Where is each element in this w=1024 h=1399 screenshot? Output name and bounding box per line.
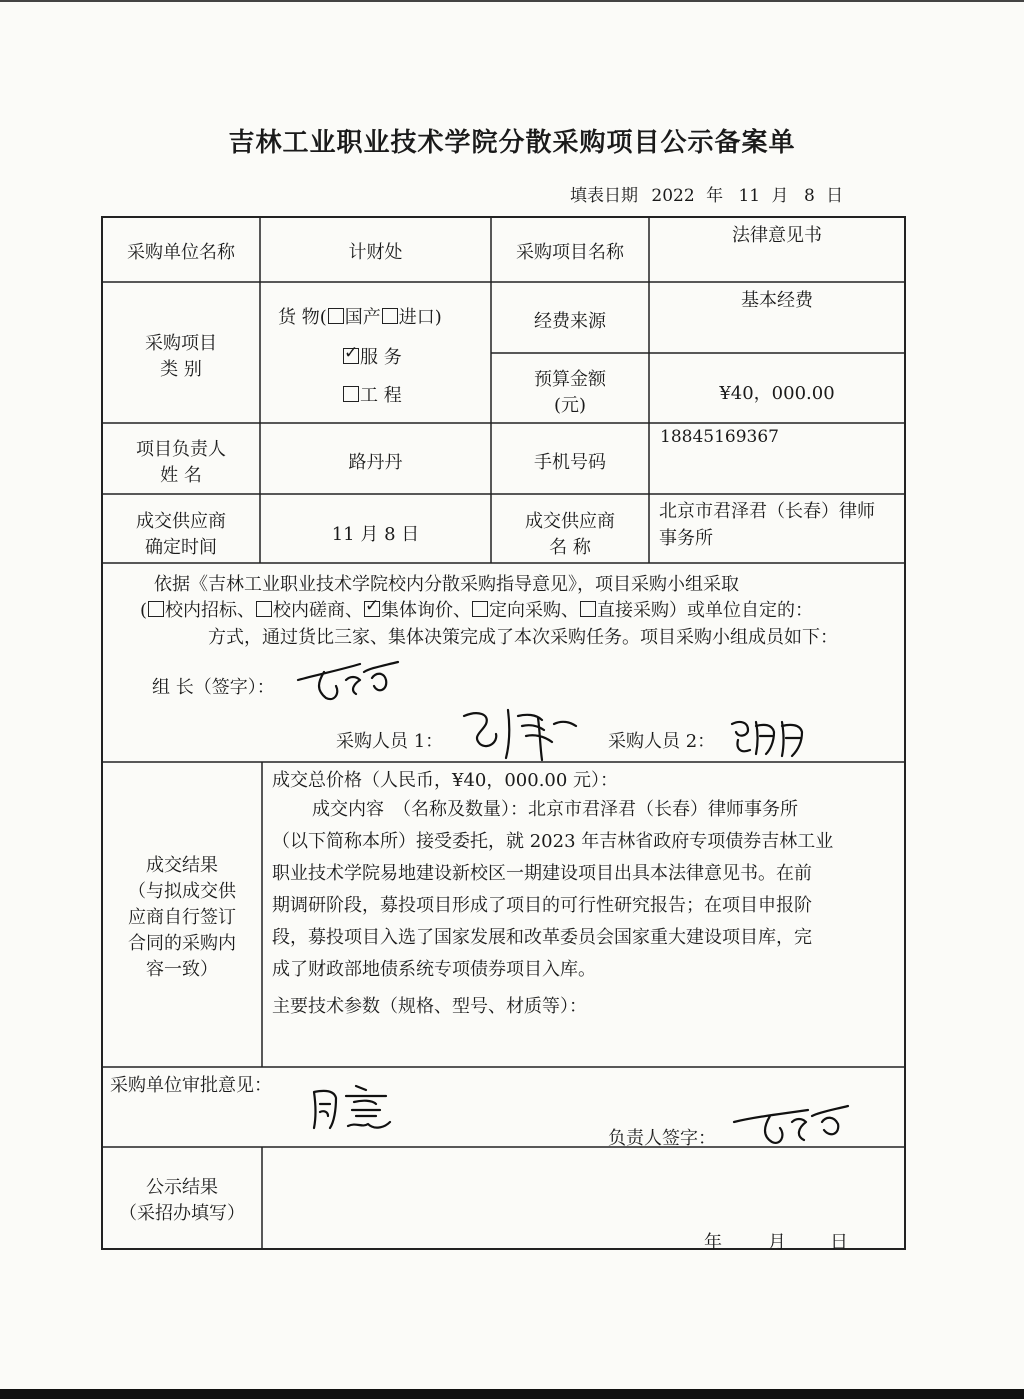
phone-label: 手机号码 xyxy=(534,452,606,473)
buyer-2-signature xyxy=(726,712,816,762)
unit-label: 采购单位名称 xyxy=(127,242,235,263)
basis-line-3: 方式，通过货比三家、集体决策完成了本次采购任务。项目采购小组成员如下： xyxy=(208,627,838,648)
time-label-2: 确定时间 xyxy=(145,537,217,558)
deal-content xyxy=(272,794,900,986)
result-label-3: 应商自行签订 xyxy=(128,907,236,928)
buyer-2-label: 采购人员 2： xyxy=(608,731,716,752)
supplier-value-1: 北京市君泽君（长春）律师 xyxy=(659,501,875,522)
deal-content-line: 成了财政部地债系统专项债券项目入库。 xyxy=(272,959,596,980)
budget-value: ¥40，000.00 xyxy=(719,383,835,404)
publicity-label-1: 公示结果 xyxy=(146,1177,218,1198)
leader-label-1: 项目负责人 xyxy=(136,439,226,460)
page-title: 吉林工业职业技术学院分散采购项目公示备案单 xyxy=(228,128,796,158)
result-label-5: 容一致） xyxy=(146,959,218,980)
service-checkbox[interactable] xyxy=(343,348,359,364)
opt-directed: 定向采购、 xyxy=(489,600,580,621)
category-label-2: 类 别 xyxy=(160,359,202,380)
result-label-1: 成交结果 xyxy=(146,855,218,876)
approval-label: 采购单位审批意见： xyxy=(110,1075,272,1096)
publicity-day: 日 xyxy=(830,1232,848,1253)
fill-date-label: 填表日期 xyxy=(570,186,638,206)
engineering-label: 工 程 xyxy=(360,385,402,406)
time-value: 11 月 8 日 xyxy=(331,524,420,545)
scan-bottom-edge xyxy=(0,1389,1024,1399)
fund-value: 基本经费 xyxy=(741,290,813,311)
budget-label-1: 预算金额 xyxy=(534,369,606,390)
fill-date-year-unit: 年 xyxy=(706,186,724,206)
fill-date-day-unit: 日 xyxy=(826,186,844,206)
opt-campus-negotiation: 校内磋商、 xyxy=(273,600,364,621)
goods-label: 货 物( xyxy=(278,307,327,328)
category-goods xyxy=(278,303,442,329)
leader-signature xyxy=(290,650,410,710)
approval-handwriting xyxy=(306,1078,406,1136)
domestic-label: 国产 xyxy=(344,307,381,328)
basis-options xyxy=(140,596,813,622)
deal-content-line: 段，募投项目入选了国家发展和改革委员会国家重大建设项目库，完 xyxy=(272,927,812,948)
opt-campus-tender: 校内招标、 xyxy=(165,600,256,621)
imported-label: 进口) xyxy=(398,307,442,328)
imported-checkbox[interactable] xyxy=(382,308,398,324)
category-service xyxy=(342,343,402,369)
basis-line-1: 依据《吉林工业职业技术学院校内分散采购指导意见》，项目采购小组采取 xyxy=(154,574,739,595)
deal-content-line: （以下简称本所）接受委托，就 2023 年吉林省政府专项债券吉林工业 xyxy=(272,831,834,852)
deal-price: 成交总价格（人民币，¥40，000.00 元）： xyxy=(272,770,619,791)
leader-label-2: 姓 名 xyxy=(160,465,202,486)
unit-value: 计财处 xyxy=(348,242,403,263)
publicity-label-2: （采招办填写） xyxy=(119,1203,245,1224)
approval-sign-label: 负责人签字： xyxy=(608,1128,716,1149)
project-name-label: 采购项目名称 xyxy=(516,242,624,263)
project-name-value: 法律意见书 xyxy=(732,225,822,246)
result-label-4: 合同的采购内 xyxy=(128,933,236,954)
category-engineering xyxy=(342,381,402,407)
deal-content-line: 期调研阶段，募投项目形成了项目的可行性研究报告；在项目申报阶 xyxy=(272,895,812,916)
opt-directed-checkbox[interactable] xyxy=(472,601,488,617)
opt-campus-negotiation-checkbox[interactable] xyxy=(256,601,272,617)
publicity-month: 月 xyxy=(768,1232,786,1253)
engineering-checkbox[interactable] xyxy=(343,386,359,402)
buyer-1-label: 采购人员 1： xyxy=(336,731,444,752)
publicity-year: 年 xyxy=(704,1232,722,1253)
opt-direct: 直接采购）或单位自定的： xyxy=(597,600,814,621)
buyer-1-signature xyxy=(456,702,586,764)
domestic-checkbox[interactable] xyxy=(328,308,344,324)
opt-campus-tender-checkbox[interactable] xyxy=(148,601,164,617)
fund-label: 经费来源 xyxy=(534,311,606,332)
opt-group-inquiry: 集体询价、 xyxy=(381,600,472,621)
fill-date-month-unit: 月 xyxy=(771,186,789,206)
approval-signature xyxy=(728,1094,858,1152)
category-label-1: 采购项目 xyxy=(145,333,217,354)
leader-sign-label: 组 长（签字）： xyxy=(152,677,275,698)
result-label-2: （与拟成交供 xyxy=(128,881,236,902)
leader-value: 路丹丹 xyxy=(348,452,403,473)
opt-open: ( xyxy=(140,600,148,621)
opt-group-inquiry-checkbox[interactable] xyxy=(364,601,380,617)
phone-value: 18845169367 xyxy=(660,427,779,447)
fill-date-year: 2022 xyxy=(651,186,695,206)
fill-date-month: 11 xyxy=(738,186,761,206)
opt-direct-checkbox[interactable] xyxy=(580,601,596,617)
service-label: 服 务 xyxy=(360,347,402,368)
deal-content-line: 职业技术学院易地建设新校区一期建设项目出具本法律意见书。在前 xyxy=(272,863,812,884)
supplier-value-2: 事务所 xyxy=(659,528,713,549)
deal-content-line: 成交内容 （名称及数量）：北京市君泽君（长春）律师事务所 xyxy=(312,799,798,820)
time-label-1: 成交供应商 xyxy=(136,511,226,532)
tech-params: 主要技术参数（规格、型号、材质等）： xyxy=(272,996,587,1017)
budget-label-2: (元) xyxy=(553,395,587,416)
supplier-label-1: 成交供应商 xyxy=(525,511,615,532)
fill-date-day: 8 xyxy=(803,186,815,206)
supplier-label-2: 名 称 xyxy=(549,537,591,558)
